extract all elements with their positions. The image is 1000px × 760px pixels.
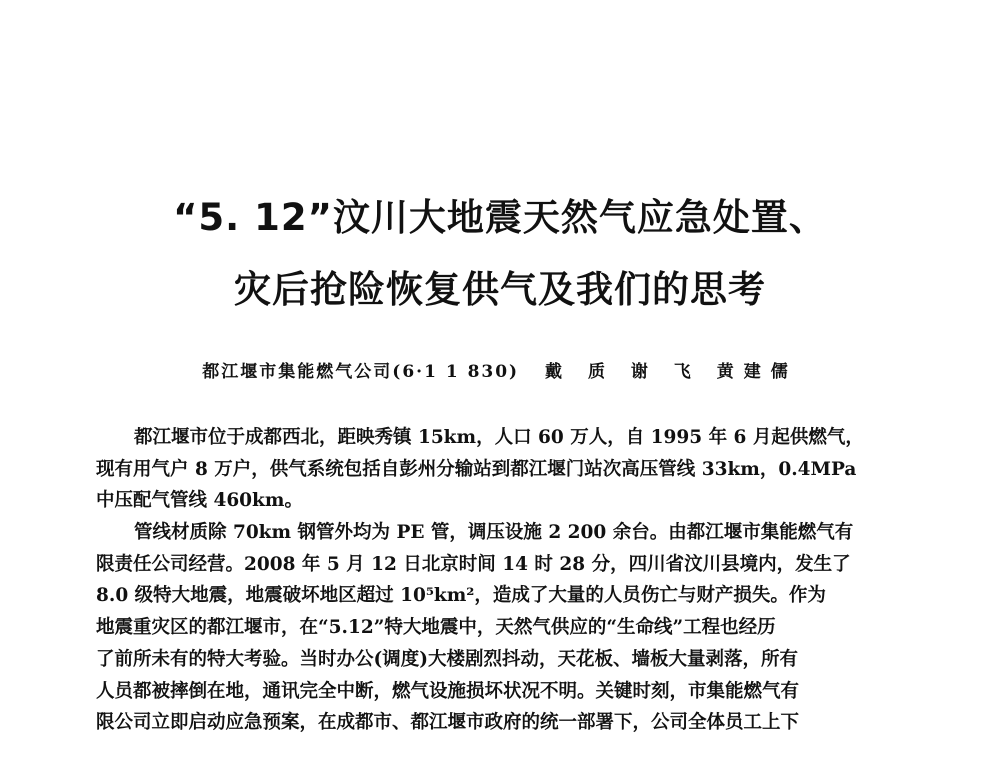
body-line: 了前所未有的特大考验。当时办公(调度)大楼剧烈抖动，天花板、墙板大量剥落，所有 [96, 648, 799, 670]
body-line: 地震重灾区的都江堰市，在“5.12”特大地震中，天然气供应的“生命线”工程也经历 [96, 617, 776, 639]
body-line: 8.0 级特大地震，地震破坏地区超过 10⁵km²，造成了大量的人员伤亡与财产损失。作为 [96, 585, 826, 607]
body-line: 限公司立即启动应急预案，在成都市、都江堰市政府的统一部署下，公司全体员工上下 [96, 712, 800, 734]
title-line-2: 灾后抢险恢复供气及我们的思考 [234, 268, 766, 311]
body-line: 限责任公司经营。2008 年 5 月 12 日北京时间 14 时 28 分，四川省汶川县境内，发生了 [96, 553, 851, 575]
body-line: 中压配气管线 460km。 [96, 490, 303, 512]
authors: 戴 质 谢 飞 黄建儒 [545, 362, 798, 382]
body-line: 人员都被摔倒在地，通讯完全中断，燃气设施损坏状况不明。关键时刻，市集能燃气有 [96, 680, 800, 702]
title-line-1: “5. 12”汶川大地震天然气应急处置、 [173, 196, 827, 239]
article-body [96, 422, 896, 739]
byline [0, 357, 1000, 382]
body-line: 都江堰市位于成都西北，距映秀镇 15km，人口 60 万人，自 1995 年 6 月起供燃气， [134, 427, 864, 448]
body-line: 管线材质除 70km 钢管外均为 PE 管，调压设施 2 200 余台。由都江堰市集能燃气有 [134, 522, 854, 544]
affiliation: 都江堰市集能燃气公司(6·1 1 830) [202, 362, 520, 382]
body-line: 现有用气户 8 万户，供气系统包括自彭州分输站到都江堰门站次高压管线 33km，0.4MPa [96, 458, 857, 480]
